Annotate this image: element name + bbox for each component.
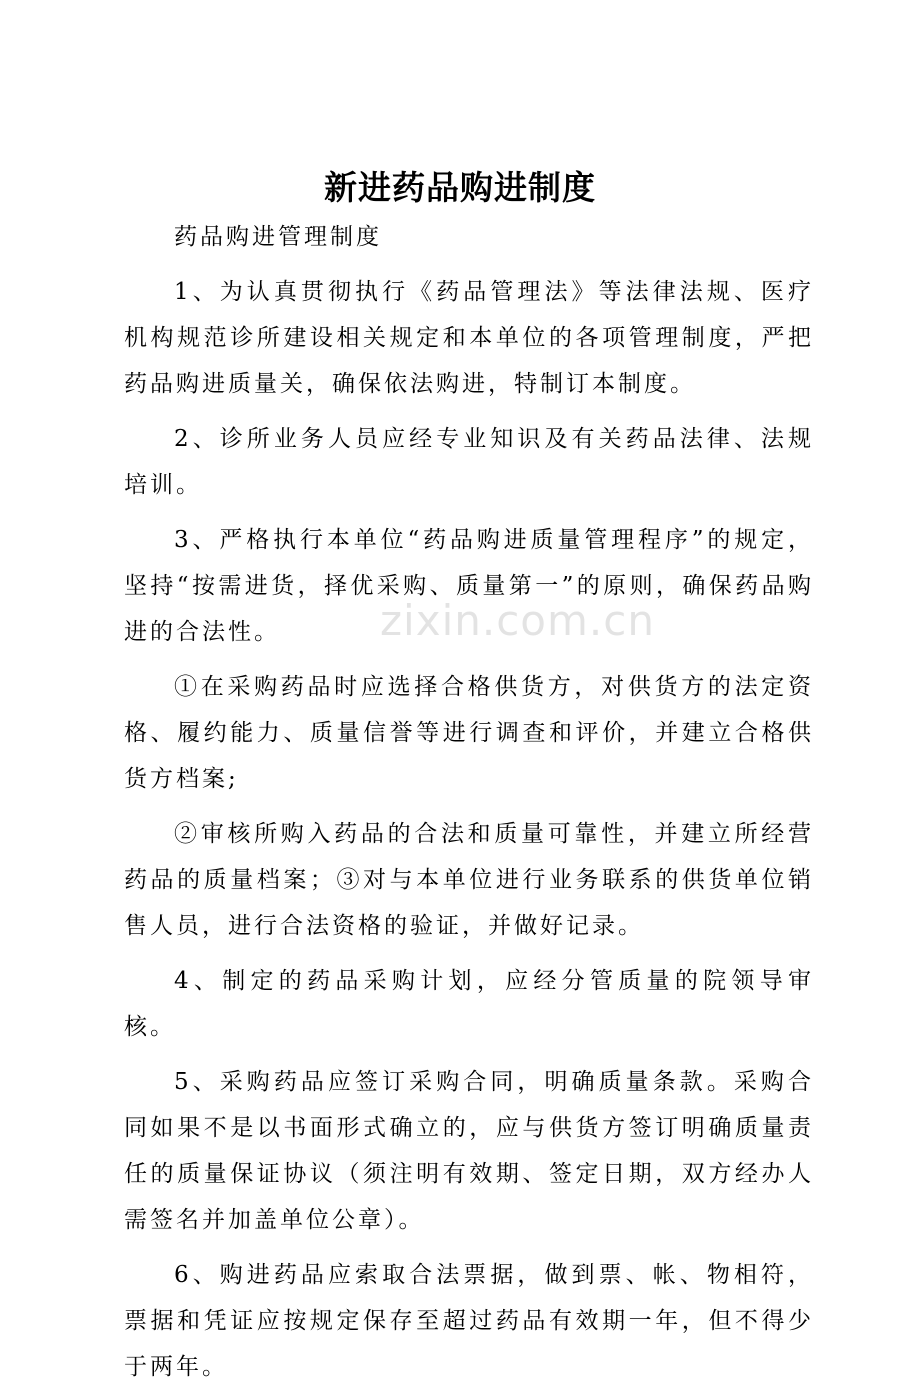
- paragraph-5: 5、采购药品应签订采购合同，明确质量条款。采购合同如果不是以书面形式确立的，应与供货方签订明确质量责任的质量保证协议（须注明有效期、签定日期，双方经办人需签名并加盖单位公章）。: [124, 1069, 814, 1233]
- watermark-text: zixin.com.cn: [380, 596, 655, 645]
- paragraph-2: 2、诊所业务人员应经专业知识及有关药品法律、法规培训。: [124, 426, 814, 498]
- paragraph-3-item-1: ①在采购药品时应选择合格供货方，对供货方的法定资格、履约能力、质量信誉等进行调查和评价，并建立合格供货方档案;: [124, 674, 814, 792]
- document-title: 新进药品购进制度: [324, 168, 596, 207]
- paragraph-3-item-2-3: ②审核所购入药品的合法和质量可靠性，并建立所经营药品的质量档案；③对与本单位进行业务联系的供货单位销售人员，进行合法资格的验证，并做好记录。: [124, 821, 814, 939]
- paragraph-3: 3、严格执行本单位“药品购进质量管理程序”的规定，坚持“按需进货，择优采购、质量第一”的原则，确保药品购进的合法性。: [124, 527, 814, 645]
- document-body: [124, 214, 814, 1399]
- paragraph-subtitle: 药品购进管理制度: [174, 224, 382, 250]
- paragraph-1: 1、为认真贯彻执行《药品管理法》等法律法规、医疗机构规范诊所建设相关规定和本单位的各项管理制度，严把药品购进质量关，确保依法购进，特制订本制度。: [124, 279, 814, 397]
- paragraph-4: 4、制定的药品采购计划，应经分管质量的院领导审核。: [124, 968, 814, 1040]
- paragraph-6: 6、购进药品应索取合法票据，做到票、帐、物相符，票据和凭证应按规定保存至超过药品有效期一年，但不得少于两年。: [124, 1262, 814, 1380]
